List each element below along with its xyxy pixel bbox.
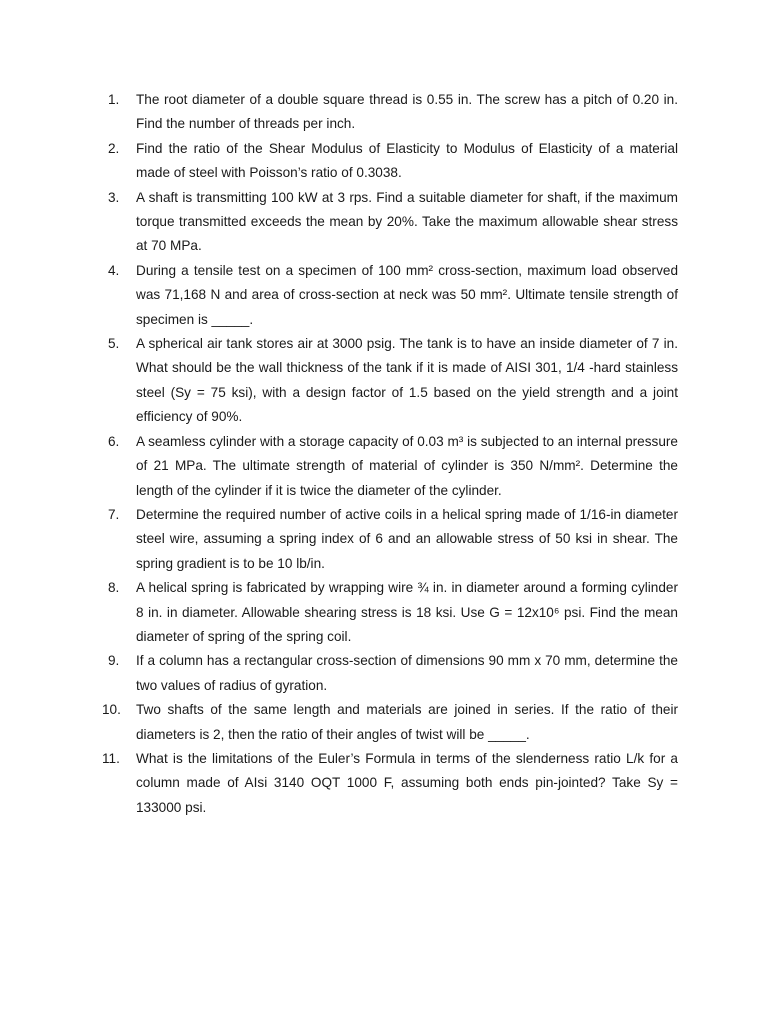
question-item [102,649,678,698]
question-item [102,747,678,820]
question-text: During a tensile test on a specimen of 100 mm² cross-section, maximum load observed was 71,168 N and area of cross-section at neck was 50 mm². Ultimate tensile strength of specimen is _____. [136,262,678,327]
question-item [102,698,678,747]
question-item [102,576,678,649]
question-number: 9. [108,653,120,669]
question-item [102,259,678,332]
question-number: 1. [108,92,120,107]
question-number: 11. [102,750,120,766]
question-text: Two shafts of the same length and materials are joined in series. If the ratio of their diameters is 2, then the ratio of their angles of twist will be _____. [136,702,678,742]
question-item [102,430,678,503]
question-text: A seamless cylinder with a storage capacity of 0.03 m³ is subjected to an internal pressure of 21 MPa. The ultimate strength of material of cylinder is 350 N/mm². Determine the length of the cylinder if it is twice the diameter of the cylinder. [136,433,678,498]
question-number: 7. [108,506,120,522]
question-item [102,137,678,186]
question-item [102,88,678,137]
question-number: 10. [102,702,121,718]
question-text: A shaft is transmitting 100 kW at 3 rps. Find a suitable diameter for shaft, if the maximum torque transmitted exceeds the mean by 20%. Take the maximum allowable shear stress at 70 MPa. [136,189,678,254]
question-number: 3. [108,189,120,205]
question-list [102,88,678,820]
question-number: 4. [108,262,120,278]
question-text: A helical spring is fabricated by wrapping wire ¾ in. in diameter around a forming cylinder 8 in. in diameter. Allowable shearing stress is 18 ksi. Use G = 12x10⁶ psi. Find the mean diameter of spring of the spring coil. [136,580,678,644]
question-number: 2. [108,140,120,156]
question-text: If a column has a rectangular cross-section of dimensions 90 mm x 70 mm, determine the two values of radius of gyration. [136,653,678,693]
question-item [102,186,678,259]
question-number: 8. [108,580,120,596]
question-text: Find the ratio of the Shear Modulus of Elasticity to Modulus of Elasticity of a material made of steel with Poisson’s ratio of 0.3038. [136,140,678,181]
question-text: What is the limitations of the Euler’s Formula in terms of the slenderness ratio L/k for a column made of AIsi 3140 OQT 1000 F, assuming both ends pin-jointed? Take Sy = 133000 psi. [136,750,678,815]
question-text: A spherical air tank stores air at 3000 psig. The tank is to have an inside diameter of 7 in. What should be the wall thickness of the tank if it is made of AISI 301, 1/4 -hard stainless steel (Sy = 75 ksi), with a design factor of 1.5 based on the yield strength and a joint efficiency of 90%. [136,336,678,425]
question-text: Determine the required number of active coils in a helical spring made of 1/16-in diameter steel wire, assuming a spring index of 6 and an allowable stress of 50 ksi in shear. The spring gradient is to be 10 lb/in. [136,506,678,571]
question-number: 5. [108,336,120,352]
question-text: The root diameter of a double square thread is 0.55 in. The screw has a pitch of 0.20 in. Find the number of threads per inch. [136,92,678,132]
question-number: 6. [108,433,120,449]
question-item [102,332,678,430]
question-item [102,503,678,576]
